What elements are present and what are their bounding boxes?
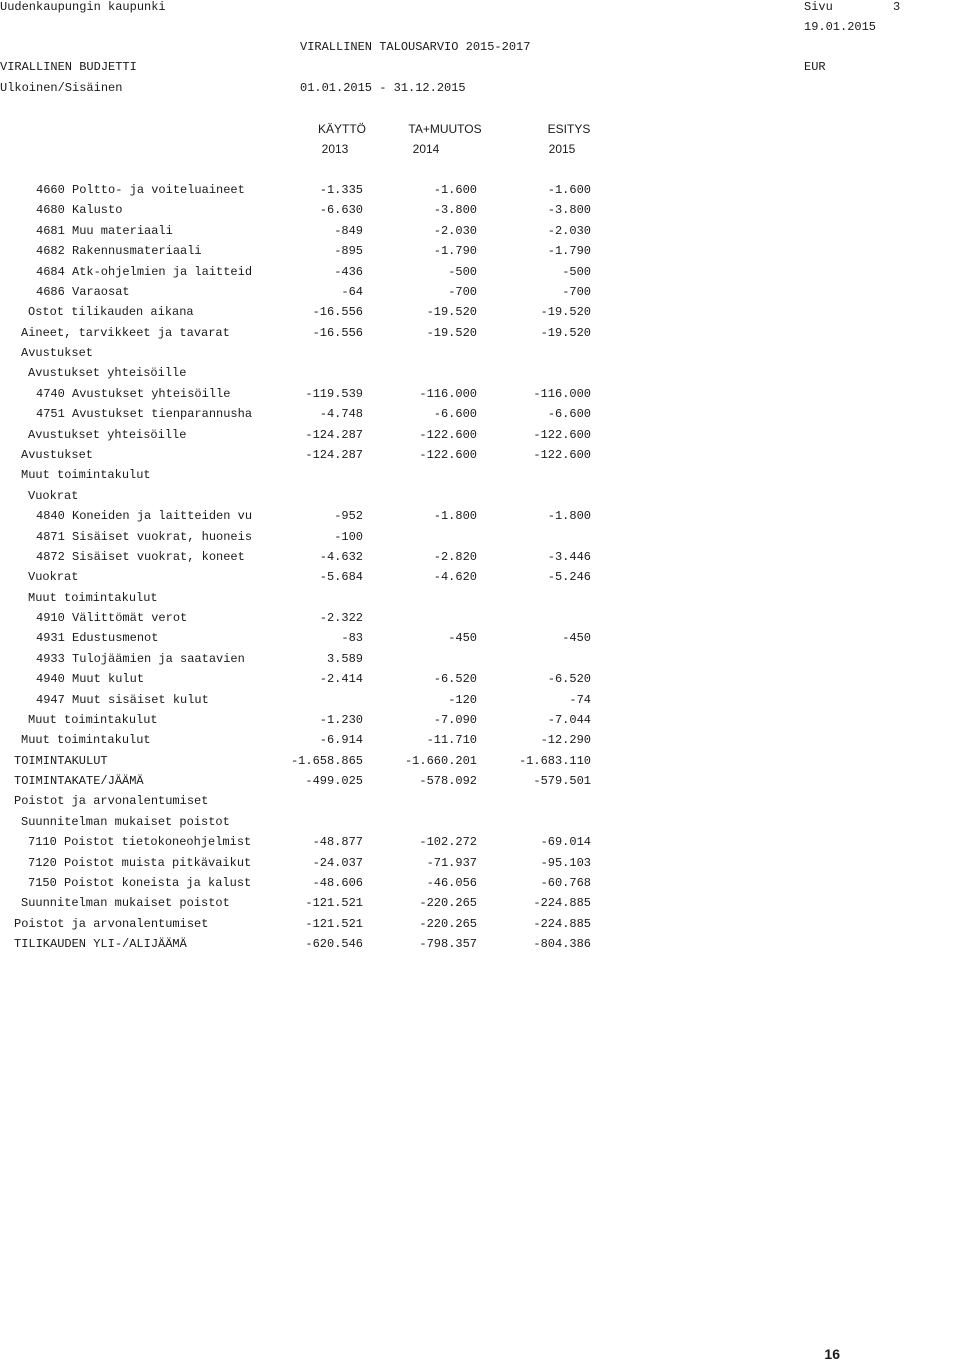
value-2013: -4.748 <box>319 407 363 422</box>
value-2015: -122.600 <box>533 427 591 442</box>
value-2014: -700 <box>448 284 477 299</box>
value-2014: -1.600 <box>433 183 477 197</box>
row-label: 4947 Muut sisäiset kulut <box>36 692 209 707</box>
col-header-kaytto: KÄYTTÖ <box>317 122 366 136</box>
row-label: Muut toimintakulut <box>28 590 158 605</box>
value-2014: -19.520 <box>426 305 477 320</box>
value-2015: -6.600 <box>547 407 591 422</box>
value-2013: -4.632 <box>319 549 363 564</box>
row-label: 4940 Muut kulut <box>36 672 145 687</box>
value-2013: -849 <box>334 223 363 238</box>
row-label: 4751 Avustukset tienparannusha <box>36 407 253 422</box>
row-label: 7150 Poistot koneista ja kalust <box>28 875 252 890</box>
row-label: Avustukset <box>21 346 94 360</box>
value-2013: -6.630 <box>319 203 363 218</box>
value-2014: -6.600 <box>433 407 477 422</box>
value-2013: -2.414 <box>319 672 363 687</box>
org-name: Uudenkaupungin kaupunki <box>0 0 166 14</box>
page-no: 3 <box>893 0 901 14</box>
row-label: Aineet, tarvikkeet ja tavarat <box>21 325 230 340</box>
table-row <box>0 183 620 199</box>
value-2013: -64 <box>341 284 363 299</box>
row-label: Ostot tilikauden aikana <box>28 305 194 320</box>
value-2015: -3.446 <box>547 549 591 564</box>
value-2014: -46.056 <box>426 875 477 890</box>
table-row <box>0 509 620 525</box>
value-2015: -224.885 <box>533 916 591 931</box>
value-2015: -804.386 <box>533 937 591 952</box>
table-row <box>0 611 620 627</box>
table-row <box>0 713 620 729</box>
value-2013: -24.037 <box>312 855 363 870</box>
row-label: 4682 Rakennusmateriaali <box>36 244 202 259</box>
value-2015: -7.044 <box>547 712 591 727</box>
col-header-ta-muutos: TA+MUUTOS <box>408 122 482 136</box>
row-label: Suunnitelman mukaiset poistot <box>21 896 230 911</box>
value-2014: -19.520 <box>426 325 477 340</box>
col-year-2013: 2013 <box>321 142 349 156</box>
value-2013: -124.287 <box>305 447 363 462</box>
table-row <box>0 652 620 668</box>
value-2013: -83 <box>341 631 363 646</box>
row-label: Avustukset yhteisöille <box>28 366 187 381</box>
scope: Ulkoinen/Sisäinen <box>0 81 123 95</box>
footer-page-number: 16 <box>824 1346 840 1362</box>
value-2015: -5.246 <box>547 570 591 585</box>
row-label: 4681 Muu materiaali <box>36 223 173 238</box>
col-year-2015: 2015 <box>548 142 576 156</box>
table-row <box>0 244 620 260</box>
value-2013: -6.914 <box>319 733 363 748</box>
table-row <box>0 774 620 790</box>
value-2015: -60.768 <box>540 875 591 890</box>
value-2013: -895 <box>334 244 363 259</box>
value-2015: -19.520 <box>540 325 591 340</box>
row-label: TOIMINTAKULUT <box>14 753 108 768</box>
table-row <box>0 530 620 546</box>
value-2013: -124.287 <box>305 427 363 442</box>
value-2013: -100 <box>334 529 363 544</box>
table-row <box>0 305 620 321</box>
table-row <box>0 631 620 647</box>
table-row <box>0 876 620 892</box>
report-date: 19.01.2015 <box>804 20 877 34</box>
table-row <box>0 591 620 607</box>
row-label: Avustukset <box>21 447 94 462</box>
value-2013: -436 <box>334 264 363 279</box>
value-2015: -1.600 <box>547 183 591 197</box>
value-2014: -2.820 <box>433 549 477 564</box>
value-2015: -122.600 <box>533 447 591 462</box>
row-label: Avustukset yhteisöille <box>28 427 187 442</box>
table-row <box>0 937 620 953</box>
doc-title: VIRALLINEN TALOUSARVIO 2015-2017 <box>300 40 531 54</box>
row-label: 4840 Koneiden ja laitteiden vu <box>36 509 253 524</box>
table-row <box>0 326 620 342</box>
table-row <box>0 550 620 566</box>
value-2015: -1.683.110 <box>518 753 591 768</box>
value-2014: -500 <box>448 264 477 279</box>
row-label: 4872 Sisäiset vuokrat, koneet <box>36 549 245 564</box>
value-2013: -2.322 <box>319 611 363 625</box>
row-label: 4684 Atk-ohjelmien ja laitteid <box>36 264 253 279</box>
row-label: Poistot ja arvonalentumiset <box>14 794 209 809</box>
value-2013: 3.589 <box>326 651 363 666</box>
value-2015: -500 <box>562 264 591 279</box>
table-row <box>0 203 620 219</box>
value-2015: -69.014 <box>540 835 591 850</box>
row-label: Muut toimintakulut <box>28 712 158 727</box>
table-row <box>0 835 620 851</box>
value-2013: -119.539 <box>305 386 363 401</box>
table-row <box>0 366 620 382</box>
value-2015: -2.030 <box>547 223 591 238</box>
value-2013: -1.230 <box>319 712 363 727</box>
value-2014: -450 <box>448 631 477 646</box>
table-row <box>0 672 620 688</box>
row-label: 4871 Sisäiset vuokrat, huoneis <box>36 529 253 544</box>
value-2014: -2.030 <box>433 223 477 238</box>
table-row <box>0 570 620 586</box>
table-row <box>0 754 620 770</box>
row-label: TILIKAUDEN YLI-/ALIJÄÄMÄ <box>14 937 187 952</box>
value-2014: -1.790 <box>433 244 477 259</box>
value-2015: -450 <box>562 631 591 646</box>
value-2014: -6.520 <box>433 672 477 687</box>
value-2015: -95.103 <box>540 855 591 870</box>
row-label: 7110 Poistot tietokoneohjelmist <box>28 835 252 850</box>
value-2015: -1.790 <box>547 244 591 259</box>
value-2015: -1.800 <box>547 509 591 524</box>
table-row <box>0 856 620 872</box>
value-2015: -116.000 <box>533 386 591 401</box>
row-label: Vuokrat <box>28 488 79 503</box>
row-label: 7120 Poistot muista pitkävaikut <box>28 855 252 870</box>
table-row <box>0 693 620 709</box>
currency: EUR <box>804 60 826 74</box>
value-2013: -499.025 <box>305 774 363 788</box>
row-label: Muut toimintakulut <box>21 468 151 483</box>
value-2013: -121.521 <box>305 896 363 911</box>
row-label: 4660 Poltto- ja voiteluaineet <box>36 183 245 197</box>
value-2014: -11.710 <box>426 733 477 748</box>
value-2015: -3.800 <box>547 203 591 218</box>
value-2013: -16.556 <box>312 325 363 340</box>
table-row <box>0 733 620 749</box>
row-label: Vuokrat <box>28 570 79 585</box>
budget-type: VIRALLINEN BUDJETTI <box>0 60 137 74</box>
value-2013: -121.521 <box>305 916 363 931</box>
value-2014: -102.272 <box>419 835 477 850</box>
row-label: Suunnitelman mukaiset poistot <box>21 814 230 829</box>
value-2015: -12.290 <box>540 733 591 748</box>
table-row <box>0 346 620 362</box>
table-row <box>0 794 620 810</box>
row-label: 4931 Edustusmenot <box>36 631 159 646</box>
value-2015: -224.885 <box>533 896 591 911</box>
table-row <box>0 428 620 444</box>
value-2015: -74 <box>569 692 591 707</box>
value-2014: -1.660.201 <box>404 753 477 768</box>
value-2014: -3.800 <box>433 203 477 218</box>
row-label: 4686 Varaosat <box>36 284 130 299</box>
row-label: Poistot ja arvonalentumiset <box>14 916 209 931</box>
row-label: 4740 Avustukset yhteisöille <box>36 386 231 401</box>
value-2013: -1.335 <box>319 183 363 197</box>
value-2013: -48.877 <box>312 835 363 850</box>
value-2014: -1.800 <box>433 509 477 524</box>
value-2014: -798.357 <box>419 937 477 952</box>
value-2015: -6.520 <box>547 672 591 687</box>
col-year-2014: 2014 <box>412 142 440 156</box>
col-header-esitys: ESITYS <box>547 122 591 136</box>
row-label: TOIMINTAKATE/JÄÄMÄ <box>14 774 144 788</box>
value-2014: -120 <box>448 692 477 707</box>
value-2013: -1.658.865 <box>290 753 363 768</box>
table-row <box>0 917 620 933</box>
table-row <box>0 896 620 912</box>
row-label: 4910 Välittömät verot <box>36 611 188 625</box>
value-2015: -579.501 <box>533 774 591 788</box>
value-2014: -122.600 <box>419 447 477 462</box>
value-2014: -71.937 <box>426 855 477 870</box>
row-label: Muut toimintakulut <box>21 733 151 748</box>
page-label: Sivu <box>804 0 833 14</box>
table-row <box>0 265 620 281</box>
value-2014: -220.265 <box>419 916 477 931</box>
table-row <box>0 224 620 240</box>
value-2013: -952 <box>334 509 363 524</box>
row-label: 4680 Kalusto <box>36 203 123 218</box>
row-label: 4933 Tulojäämien ja saatavien <box>36 651 245 666</box>
value-2014: -116.000 <box>419 386 477 401</box>
table-row <box>0 387 620 403</box>
value-2013: -16.556 <box>312 305 363 320</box>
value-2014: -4.620 <box>433 570 477 585</box>
table-row <box>0 468 620 484</box>
value-2013: -5.684 <box>319 570 363 585</box>
value-2015: -19.520 <box>540 305 591 320</box>
table-row <box>0 815 620 831</box>
value-2014: -578.092 <box>419 774 477 788</box>
table-row <box>0 407 620 423</box>
table-row <box>0 448 620 464</box>
value-2013: -620.546 <box>305 937 363 952</box>
value-2014: -220.265 <box>419 896 477 911</box>
value-2014: -7.090 <box>433 712 477 727</box>
table-row <box>0 489 620 505</box>
value-2014: -122.600 <box>419 427 477 442</box>
table-row <box>0 285 620 301</box>
period: 01.01.2015 - 31.12.2015 <box>300 81 466 95</box>
value-2015: -700 <box>562 284 591 299</box>
value-2013: -48.606 <box>312 875 363 890</box>
